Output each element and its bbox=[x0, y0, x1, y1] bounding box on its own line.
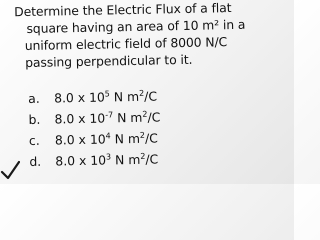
question-line: passing perpendicular to it. bbox=[24, 51, 193, 71]
question-line: square having an area of 10 m² in a bbox=[26, 16, 246, 36]
question-line: Determine the Electric Flux of a flat bbox=[14, 0, 232, 20]
option-letter: a. bbox=[28, 90, 40, 106]
question-line: uniform electric field of 8000 N/C bbox=[24, 34, 228, 54]
option-letter: d. bbox=[29, 153, 42, 169]
option-value: 8.0 x $10^5$ N $m^2/C$ bbox=[53, 88, 158, 106]
option-value: 8.0 x $10^3$ N $m^2/C$ bbox=[55, 151, 159, 169]
option-letter: b. bbox=[28, 111, 41, 127]
question-text bbox=[14, 0, 293, 71]
option-value: 8.0 x $10^4$ N $m^2/C$ bbox=[54, 130, 158, 148]
option-letter: c. bbox=[28, 132, 40, 148]
answer-options bbox=[28, 87, 250, 175]
check-mark-icon bbox=[0, 158, 20, 180]
option-d[interactable] bbox=[29, 150, 249, 175]
option-value: 8.0 x $10^{-7}$ N $m^2/C$ bbox=[54, 109, 161, 127]
